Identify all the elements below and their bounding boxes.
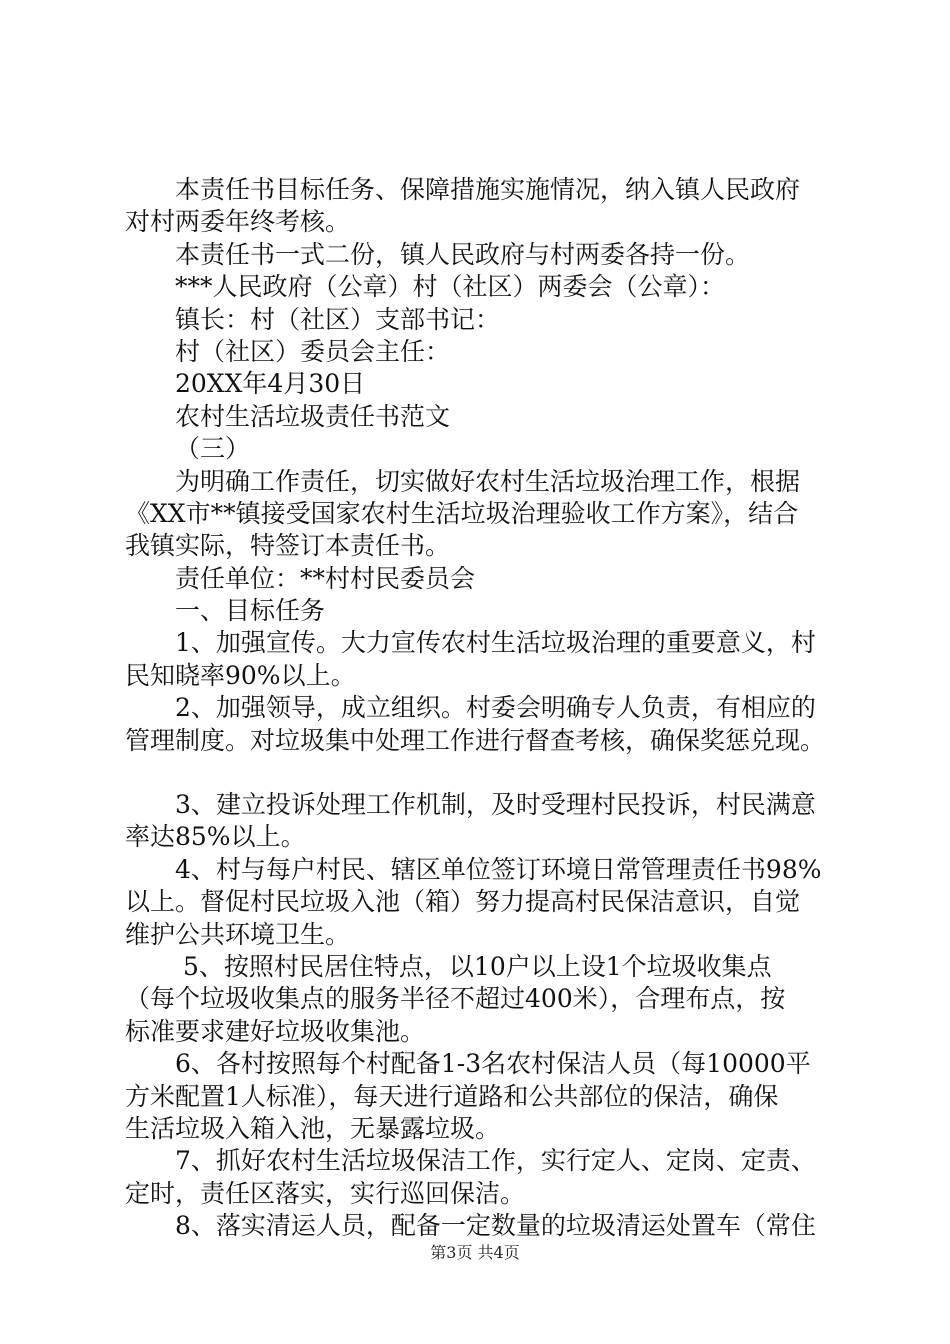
list-item-line: 维护公共环境卫生。 [125, 919, 351, 949]
paragraph-line: 对村两委年终考核。 [125, 207, 351, 237]
list-item-line: 2、加强领导，成立组织。村委会明确专人负责，有相应的 [175, 693, 816, 723]
paragraph-line: 责任单位：**村村民委员会 [175, 563, 476, 593]
list-item-line: 8、落实清运人员，配备一定数量的垃圾清运处置车（常住 [175, 1211, 816, 1241]
list-item-line: 6、各村按照每个村配备1-3名农村保洁人员（每10000平 [175, 1049, 811, 1079]
paragraph-gap [125, 757, 835, 789]
paragraph-line: 我镇实际，特签订本责任书。 [125, 531, 451, 561]
list-item-line: 7、抓好农村生活垃圾保洁工作，实行定人、定岗、定责、 [175, 1146, 816, 1176]
list-item-line: 4、村与每户村民、辖区单位签订环境日常管理责任书98% [175, 854, 822, 884]
list-item-line: 率达85%以上。 [125, 822, 306, 852]
signature-line: ***人民政府（公章）村（社区）两委会（公章）： [175, 272, 726, 302]
section-title: 农村生活垃圾责任书范文 [175, 401, 451, 431]
paragraph-line: 本责任书一式二份，镇人民政府与村两委各持一份。 [175, 239, 751, 269]
list-item-line: 民知晓率90%以上。 [125, 660, 356, 690]
page-footer: 第3页 共4页 [430, 1243, 520, 1262]
list-item-line: 定时，责任区落实，实行巡回保洁。 [125, 1178, 526, 1208]
paragraph-line: 本责任书目标任务、保障措施实施情况，纳入镇人民政府 [175, 175, 801, 204]
list-item-line: 标准要求建好垃圾收集池。 [125, 1016, 426, 1046]
list-item-line: （每个垃圾收集点的服务半径不超过400米），合理布点，按 [125, 984, 786, 1014]
list-item-line: 1、加强宣传。大力宣传农村生活垃圾治理的重要意义，村 [175, 628, 816, 658]
list-item-line: 管理制度。对垃圾集中处理工作进行督查考核，确保奖惩兑现。 [125, 725, 826, 755]
document-body [125, 174, 835, 1243]
section-number: （三） [175, 434, 251, 464]
list-item-line: 5、按照村民居住特点，以10户以上设1个垃圾收集点 [183, 951, 772, 981]
paragraph-line: 为明确工作责任，切实做好农村生活垃圾治理工作，根据 [175, 466, 801, 496]
list-item-line: 方米配置1人标准），每天进行道路和公共部位的保洁，确保 [125, 1081, 779, 1111]
signature-line: 镇长：村（社区）支部书记： [175, 304, 501, 334]
heading-line: 一、目标任务 [175, 596, 326, 626]
list-item-line: 3、建立投诉处理工作机制，及时受理村民投诉，村民满意 [175, 790, 816, 820]
date-line: 20XX年4月30日 [175, 369, 366, 399]
signature-line: 村（社区）委员会主任： [175, 336, 451, 366]
list-item-line: 以上。督促村民垃圾入池（箱）努力提高村民保洁意识，自觉 [125, 887, 801, 917]
paragraph-line: 《XX市**镇接受国家农村生活垃圾治理验收工作方案》，结合 [125, 498, 799, 528]
list-item-line: 生活垃圾入箱入池，无暴露垃圾。 [125, 1113, 501, 1143]
